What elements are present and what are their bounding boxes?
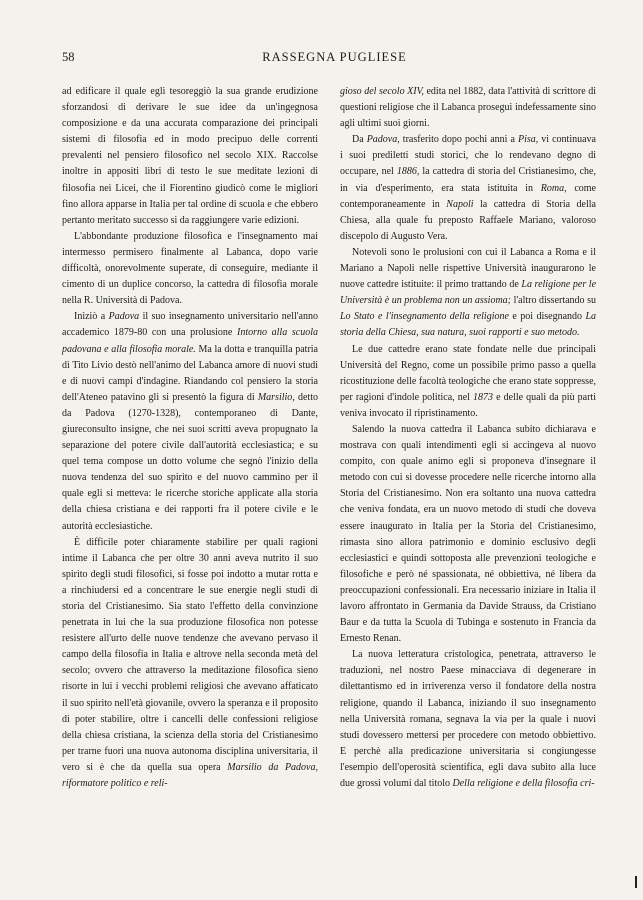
text-run: e poi disegnando bbox=[508, 311, 586, 323]
left-column bbox=[62, 84, 318, 792]
text-run: Iniziò a bbox=[74, 311, 109, 323]
italic-text: Pisa, bbox=[517, 134, 539, 146]
page-header bbox=[62, 50, 607, 70]
text-run: vi continuava i suoi prediletti studi storici, che lo rendevano degno di occupare, nel bbox=[340, 134, 596, 178]
text-run: È difficile poter chiaramente stabilire per quali ragioni intime il Labanca che per oltre 30 anni aveva nutrito il suo spirito degli studi filosofici, si fosse poi indotto a mutar rotta e a rinchiudersi ed a concentrare le sue energie negli studi di storia del Cristianesimo. Sia stato l'effetto della convinzione penetrata in lui che la sua produzione filosofica non potesse resistere all'urto delle nuove tendenze che avevano pervaso il campo della filosofia in Italia e altrove nella seconda metà del secolo; ovvero che attraverso la meditazione filosofica sieno risorte in lui i vecchi problemi religiosi che avevano affaticato il suo spirito nell'età giovanile, ovvero la speranza e il proposito di poter stabilire, oltre i cancelli delle confessioni religiose della chiesa cristiana, la scienza della storia del Cristianesimo per trarne fuori una nuova autonoma disciplina universitaria, il vero si è che da quella sua opera bbox=[62, 536, 318, 773]
paragraph bbox=[340, 132, 596, 245]
text-run: ad edificare il quale egli tesoreggiò la sua grande erudizione sforzandosi di derivare le sue idee da un'ingegnosa composizione e da una accurata comparazione dei principali sistemi di filosofia ed in modo precipuo delle correnti prevalenti nel pensiero filosofico nel secolo XIX. Raccolse inoltre in appositi libri di testo le sue meditate lezioni di filosofia nei Licei, che il Fiorentino giudicò come le migliori fino allora apparse in Italia per tal ordine di scuola e che ebbero pertanto meritato successo si da raggiungere varie edizioni. bbox=[62, 86, 318, 226]
italic-text: La storia della Chiesa, sua natura, suoi rapporti e suo metodo. bbox=[340, 311, 597, 339]
italic-text: Roma, bbox=[540, 182, 567, 194]
italic-text: Lo Stato e l'insegnamento della religione bbox=[340, 311, 509, 323]
text-run: il suo insegnamento universitario nell'anno accademico 1879-80 con una prolusione bbox=[62, 311, 318, 339]
italic-text: 1886, bbox=[396, 166, 420, 178]
text-run: e delle quali da più parti veniva invocato il ripristinamento. bbox=[340, 391, 596, 419]
italic-text: Marsilio da Padova, riformatore politico e reli- bbox=[62, 761, 318, 790]
italic-text: Padova, bbox=[366, 134, 400, 146]
italic-text: Marsilio, bbox=[257, 391, 295, 403]
text-run: la cattedra di storia del Cristianesimo, che, in via d'esperimento, era stata istituita in bbox=[340, 166, 596, 194]
text-run: edita nel 1882, data l'attività di scrittore di questioni religiose che il Labanca prosegui indefessamente sino agli ultimi suoi giorni. bbox=[340, 86, 596, 130]
paragraph bbox=[62, 309, 318, 534]
italic-text: 1873 bbox=[473, 391, 494, 403]
page-number: 58 bbox=[62, 50, 75, 64]
paragraph bbox=[340, 84, 596, 132]
text-run: la cattedra di Storia della Chiesa, alla quale fu preposto Raffaele Mariano, valoroso discepolo di Augusto Vera. bbox=[340, 198, 596, 242]
text-run: come contemporaneamente in bbox=[340, 182, 597, 210]
text-run: L'abbondante produzione filosofica e l'insegnamento mai intermesso permisero finalmente al Labanca, dopo varie difficoltà, onorevolmente superate, di conseguire, mediante il cimento di un duplice concorso, la cattedra di filosofia morale nella R. Università di Padova. bbox=[62, 230, 318, 307]
text-run: Ma la dotta e tranquilla patria di Tito Livio destò nell'animo del Labanca amore di nuovi studi e di nuovi campi d'indagine. Riandando col pensiero la storia dell'Ateneo patavino gli si presentò la figura di bbox=[62, 343, 318, 403]
italic-text: Napoli bbox=[446, 198, 474, 210]
running-title: RASSEGNA PUGLIESE bbox=[262, 50, 407, 64]
text-run: l'altro dissertando su bbox=[511, 295, 596, 307]
italic-text: gioso del secolo XIV, bbox=[340, 86, 424, 97]
paragraph bbox=[340, 342, 596, 422]
paragraph bbox=[340, 647, 596, 792]
text-run: Notevoli sono le prolusioni con cui il Labanca a Roma e il Mariano a Napoli nelle rispettive Università inaugurarono le nuove cattedre istituite: il primo trattando de bbox=[340, 246, 596, 291]
text-run: detto da Padova (1270-1328), contemporaneo di Dante, giureconsulto insigne, che nei suoi scritti aveva propugnato la separazione del potere civile dall'autorità ecclesiastica; e su quel tema compose un dotto volume che segnò l'inizio della nuova tendenza del suo spirito e del nuovo cammino per il quale egli si metteva: le ricerche storiche applicate alla storia della chiesa cristiana e dei rapporti fra il potere civile e le autorità ecclesiastiche. bbox=[62, 391, 318, 532]
italic-text: Della religione e della filosofia cri- bbox=[452, 778, 595, 790]
paragraph bbox=[62, 84, 318, 229]
italic-text: La religione per le Università è un problema non un assioma; bbox=[340, 279, 597, 307]
text-run: trasferito dopo pochi anni a bbox=[399, 134, 518, 146]
text-run: La nuova letteratura cristologica, penetrata, attraverso le traduzioni, nel nostro Paese minacciava di degenerare in dilettantismo ed in irriverenza verso il fondatore della nostra religione, quando il Labanca, iniziando il suo insegnamento nella Università romana, segnava la via per la quale i nuovi studi dovessero mettersi per procedere con metodo obbiettivo. E perchè alla predicazione universitaria si congiungesse l'esempio dell'operosità scientifica, egli dava subito alla luce due grossi volumi dal titolo bbox=[340, 649, 596, 790]
italic-text: Padova bbox=[108, 311, 140, 323]
text-run: Le due cattedre erano state fondate nelle due principali Università del Regno, come un possibile primo passo a quella ricostituzione delle facoltà teologiche che erano state soppresse, per ragioni d'indole politica, nel bbox=[340, 343, 597, 403]
paragraph bbox=[62, 229, 318, 309]
paragraph bbox=[340, 245, 596, 342]
italic-text: Intorno alla scuola padovana e alla filosofia morale. bbox=[62, 327, 318, 355]
text-run: Da bbox=[352, 134, 367, 146]
paragraph bbox=[340, 422, 596, 647]
scan-edge-mark bbox=[635, 876, 637, 888]
paragraph bbox=[62, 535, 318, 793]
text-run: Salendo la nuova cattedra il Labanca subito dichiarava e mostrava con quali intendimenti egli si accingeva al nuovo compito, con quale animo egli si proponeva d'insegnare il metodo con cui si dovesse procedere nelle ricerche intorno alla Storia del Cristianesimo. Non era soltanto una nuova cattedra che veniva fondata, era un nuovo metodo di studi che doveva essere inaugurato in Italia per la Storia del Cristianesimo, rimasta sino allora patrimonio e dominio esclusivo degli ecclesiastici e quindi sottoposta alle prevenzioni teologiche e filosofiche e però né spassionata, né obbiettiva, né libera da preoccupazioni confessionali. Era necessario iniziare in Italia il lavoro affrontato in Germania da Davide Strauss, da Cristiano Baur e da tutta la Scuola di Tubinga e sostenuto in Francia da Ernesto Renan. bbox=[340, 423, 596, 645]
right-column bbox=[340, 84, 596, 792]
